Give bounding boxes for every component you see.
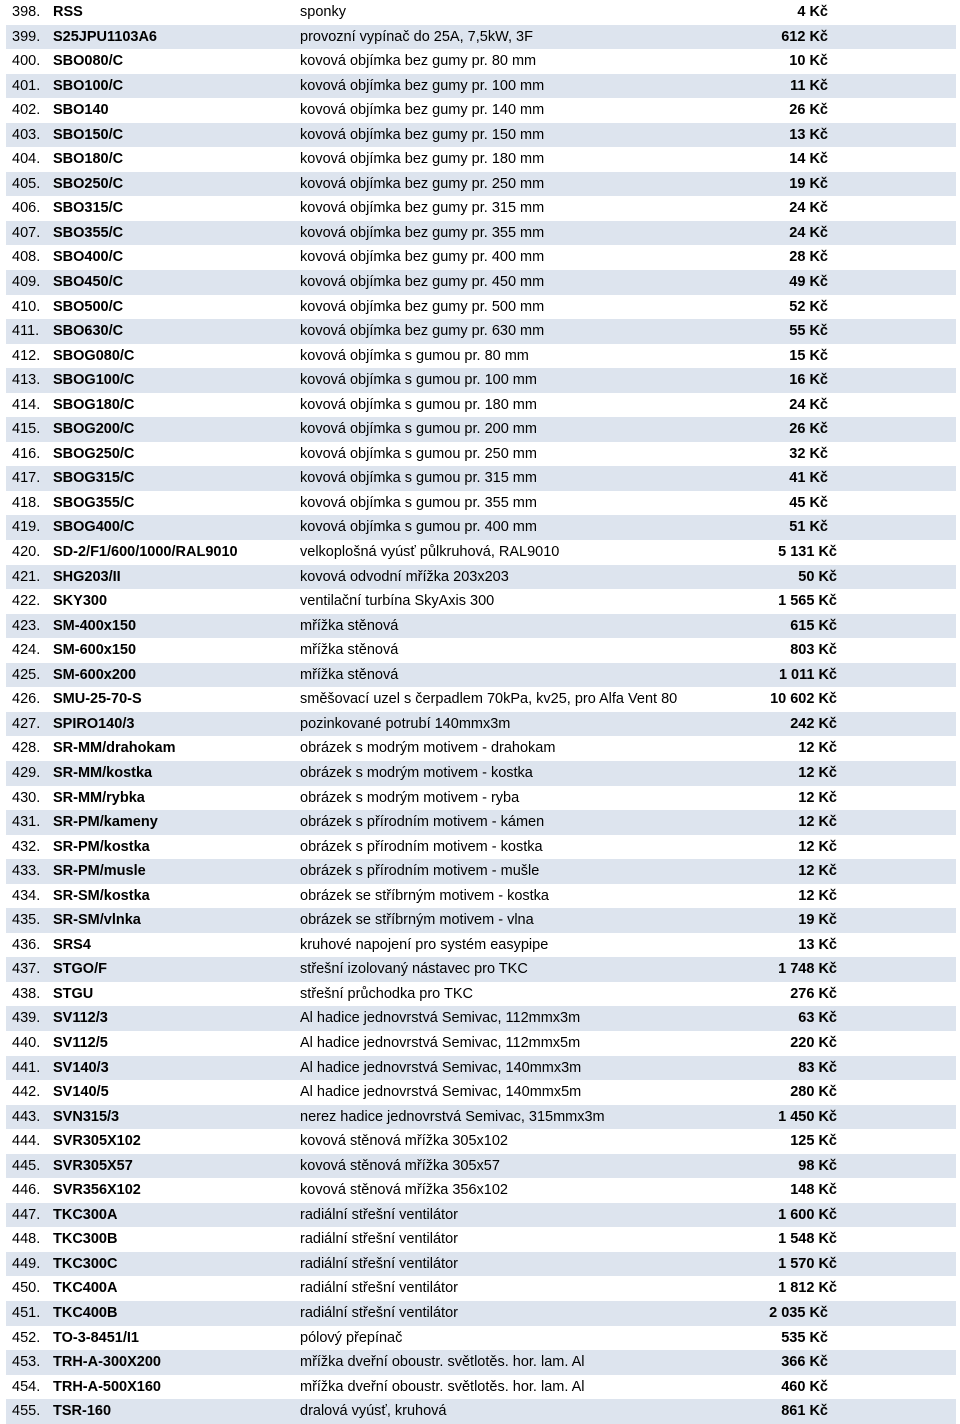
- item-number: 434.: [12, 887, 41, 904]
- item-number: 400.: [12, 53, 41, 70]
- table-row: [6, 884, 956, 909]
- item-code: SR-PM/kostka: [53, 838, 150, 855]
- item-number: 455.: [12, 1403, 41, 1420]
- item-price: 24 Kč: [789, 396, 828, 413]
- item-description: obrázek s přírodním motivem - kámen: [300, 814, 545, 831]
- item-description: mřížka stěnová: [300, 666, 399, 683]
- item-price: 16 Kč: [789, 372, 828, 389]
- item-code: RSS: [53, 4, 83, 20]
- table-row: [6, 540, 956, 565]
- item-price: 15 Kč: [789, 347, 828, 364]
- table-row: [6, 1154, 956, 1179]
- item-description: obrázek s modrým motivem - drahokam: [300, 740, 556, 757]
- item-number: 422.: [12, 593, 41, 610]
- table-row: [6, 736, 956, 761]
- table-row: [6, 1350, 956, 1375]
- table-row: [6, 98, 956, 123]
- item-price: 1 565 Kč: [778, 593, 837, 610]
- item-number: 436.: [12, 936, 41, 953]
- table-row: [6, 172, 956, 197]
- item-price: 12 Kč: [798, 838, 837, 855]
- item-number: 448.: [12, 1231, 41, 1248]
- item-description: kovová objímka s gumou pr. 200 mm: [300, 421, 537, 438]
- item-price: 10 Kč: [789, 53, 828, 70]
- item-number: 446.: [12, 1182, 41, 1199]
- item-price: 32 Kč: [789, 445, 828, 462]
- item-number: 412.: [12, 347, 41, 364]
- table-row: [6, 982, 956, 1007]
- item-number: 443.: [12, 1108, 41, 1125]
- item-description: velkoplošná vyúsť půlkruhová, RAL9010: [300, 544, 560, 561]
- item-code: SBOG080/C: [53, 347, 135, 364]
- item-code: TKC400B: [53, 1304, 118, 1321]
- item-code: TKC300A: [53, 1206, 118, 1223]
- item-code: SV140/5: [53, 1084, 109, 1101]
- item-code: SR-PM/kameny: [53, 814, 158, 831]
- table-row: [6, 221, 956, 246]
- item-price: 24 Kč: [789, 224, 828, 241]
- item-price: 12 Kč: [798, 863, 837, 880]
- item-description: kruhové napojení pro systém easypipe: [300, 936, 549, 953]
- table-row: [6, 589, 956, 614]
- table-row: [6, 1031, 956, 1056]
- item-code: SBO630/C: [53, 323, 124, 340]
- item-code: SMU-25-70-S: [53, 691, 142, 708]
- item-code: SPIRO140/3: [53, 715, 135, 732]
- item-number: 449.: [12, 1255, 41, 1272]
- table-row: [6, 1375, 956, 1400]
- table-row: [6, 417, 956, 442]
- item-number: 431.: [12, 814, 41, 831]
- item-price: 28 Kč: [789, 249, 828, 266]
- item-number: 454.: [12, 1378, 41, 1395]
- item-code: SBO315/C: [53, 200, 124, 217]
- item-description: mřížka dveřní oboustr. světlotěs. hor. lam. Al: [300, 1378, 585, 1395]
- item-price: 41 Kč: [789, 470, 828, 487]
- table-row: [6, 1252, 956, 1277]
- item-price: 1 812 Kč: [778, 1280, 837, 1297]
- item-code: SV140/3: [53, 1059, 109, 1076]
- item-number: 427.: [12, 715, 41, 732]
- item-description: kovová objímka bez gumy pr. 400 mm: [300, 249, 545, 266]
- item-description: mřížka dveřní oboustr. světlotěs. hor. lam. Al: [300, 1354, 585, 1371]
- item-number: 404.: [12, 151, 41, 168]
- item-description: sponky: [300, 4, 346, 20]
- item-price: 535 Kč: [781, 1329, 828, 1346]
- item-code: TRH-A-300X200: [53, 1354, 161, 1371]
- item-description: kovová objímka bez gumy pr. 250 mm: [300, 175, 545, 192]
- item-code: SBO080/C: [53, 53, 124, 70]
- table-row: [6, 245, 956, 270]
- item-description: obrázek se stříbrným motivem - vlna: [300, 912, 534, 929]
- item-description: Al hadice jednovrstvá Semivac, 112mmx5m: [300, 1034, 581, 1051]
- item-price: 612 Kč: [781, 28, 828, 45]
- item-number: 399.: [12, 28, 41, 45]
- table-row: [6, 957, 956, 982]
- item-number: 405.: [12, 175, 41, 192]
- item-code: SM-600x150: [53, 642, 137, 659]
- item-price: 52 Kč: [789, 298, 828, 315]
- table-row: [6, 466, 956, 491]
- item-description: obrázek s modrým motivem - kostka: [300, 764, 533, 781]
- item-description: směšovací uzel s čerpadlem 70kPa, kv25, pro Alfa Vent 80: [300, 691, 678, 708]
- table-row: [6, 663, 956, 688]
- table-row: [6, 1178, 956, 1203]
- item-price: 63 Kč: [798, 1010, 837, 1027]
- item-price: 4 Kč: [797, 4, 828, 20]
- item-description: radiální střešní ventilátor: [300, 1280, 458, 1297]
- item-code: SVN315/3: [53, 1108, 120, 1125]
- item-description: radiální střešní ventilátor: [300, 1206, 458, 1223]
- item-description: kovová objímka bez gumy pr. 80 mm: [300, 53, 537, 70]
- item-price: 2 035 Kč: [769, 1304, 828, 1321]
- item-price: 13 Kč: [798, 936, 837, 953]
- item-price: 13 Kč: [789, 126, 828, 143]
- table-row: [6, 835, 956, 860]
- item-number: 423.: [12, 617, 41, 634]
- item-code: SBOG400/C: [53, 519, 135, 536]
- item-code: TKC400A: [53, 1280, 118, 1297]
- item-price: 5 131 Kč: [778, 544, 837, 561]
- item-price: 26 Kč: [789, 421, 828, 438]
- item-code: SM-600x200: [53, 666, 137, 683]
- item-price: 98 Kč: [798, 1157, 837, 1174]
- table-row: [6, 1326, 956, 1351]
- item-number: 437.: [12, 961, 41, 978]
- item-price: 1 450 Kč: [778, 1108, 837, 1125]
- item-description: kovová objímka bez gumy pr. 150 mm: [300, 126, 545, 143]
- item-price: 12 Kč: [798, 789, 837, 806]
- item-description: obrázek se stříbrným motivem - kostka: [300, 887, 549, 904]
- table-row: [6, 25, 956, 50]
- table-row: [6, 319, 956, 344]
- item-number: 439.: [12, 1010, 41, 1027]
- item-number: 451.: [12, 1304, 41, 1321]
- item-price: 19 Kč: [798, 912, 837, 929]
- item-code: SBOG180/C: [53, 396, 135, 413]
- item-description: kovová objímka s gumou pr. 80 mm: [300, 347, 529, 364]
- table-row: [6, 712, 956, 737]
- item-code: TKC300B: [53, 1231, 118, 1248]
- item-price: 11 Kč: [790, 77, 828, 94]
- item-code: SBO400/C: [53, 249, 124, 266]
- item-number: 452.: [12, 1329, 41, 1346]
- item-price: 276 Kč: [790, 985, 837, 1002]
- item-description: obrázek s přírodním motivem - kostka: [300, 838, 543, 855]
- item-description: obrázek s přírodním motivem - mušle: [300, 863, 540, 880]
- item-price: 148 Kč: [790, 1182, 837, 1199]
- item-number: 418.: [12, 494, 41, 511]
- table-row: [6, 515, 956, 540]
- item-code: SBO450/C: [53, 274, 124, 291]
- item-number: 401.: [12, 77, 41, 94]
- item-description: kovová odvodní mřížka 203x203: [300, 568, 509, 585]
- table-row: [6, 638, 956, 663]
- item-code: TSR-160: [53, 1403, 112, 1420]
- item-price: 49 Kč: [789, 274, 828, 291]
- item-code: SVR305X102: [53, 1133, 141, 1150]
- item-description: kovová objímka bez gumy pr. 100 mm: [300, 77, 545, 94]
- table-row: [6, 1227, 956, 1252]
- table-row: [6, 933, 956, 958]
- item-description: kovová objímka bez gumy pr. 140 mm: [300, 102, 545, 119]
- table-row: [6, 1203, 956, 1228]
- item-description: mřížka stěnová: [300, 642, 399, 659]
- item-description: kovová objímka s gumou pr. 250 mm: [300, 445, 537, 462]
- table-row: [6, 1056, 956, 1081]
- item-number: 453.: [12, 1354, 41, 1371]
- table-row: [6, 1080, 956, 1105]
- item-code: SD-2/F1/600/1000/RAL9010: [53, 544, 238, 561]
- item-description: kovová objímka bez gumy pr. 500 mm: [300, 298, 545, 315]
- item-price: 220 Kč: [790, 1034, 837, 1051]
- item-code: SBOG315/C: [53, 470, 135, 487]
- item-code: SBO100/C: [53, 77, 124, 94]
- item-number: 403.: [12, 126, 41, 143]
- table-row: [6, 491, 956, 516]
- item-code: SR-PM/musle: [53, 863, 146, 880]
- table-row: [6, 344, 956, 369]
- item-price: 366 Kč: [781, 1354, 828, 1371]
- item-number: 406.: [12, 200, 41, 217]
- item-description: dralová vyúsť, kruhová: [300, 1403, 447, 1420]
- item-code: SBO180/C: [53, 151, 124, 168]
- table-row: [6, 442, 956, 467]
- item-number: 444.: [12, 1133, 41, 1150]
- table-row: [6, 761, 956, 786]
- item-price: 10 602 Kč: [770, 691, 837, 708]
- item-code: SV112/5: [53, 1034, 108, 1051]
- item-code: SBOG250/C: [53, 445, 135, 462]
- table-row: [6, 123, 956, 148]
- item-price: 55 Kč: [789, 323, 828, 340]
- item-number: 413.: [12, 372, 41, 389]
- item-number: 416.: [12, 445, 41, 462]
- item-code: TKC300C: [53, 1255, 118, 1272]
- item-number: 447.: [12, 1206, 41, 1223]
- item-number: 442.: [12, 1084, 41, 1101]
- item-number: 440.: [12, 1034, 41, 1051]
- table-row: [6, 1399, 956, 1424]
- item-description: kovová stěnová mřížka 305x57: [300, 1157, 500, 1174]
- table-row: [6, 147, 956, 172]
- item-code: SBOG355/C: [53, 494, 135, 511]
- item-description: střešní izolovaný nástavec pro TKC: [300, 961, 528, 978]
- item-description: kovová objímka s gumou pr. 355 mm: [300, 494, 537, 511]
- item-price: 12 Kč: [798, 764, 837, 781]
- item-number: 402.: [12, 102, 41, 119]
- table-row: [6, 565, 956, 590]
- item-description: kovová objímka bez gumy pr. 315 mm: [300, 200, 545, 217]
- item-price: 24 Kč: [789, 200, 828, 217]
- table-row: [6, 1129, 956, 1154]
- item-price: 26 Kč: [789, 102, 828, 119]
- table-row: [6, 1301, 956, 1326]
- item-code: SR-MM/kostka: [53, 764, 153, 781]
- item-code: SVR356X102: [53, 1182, 141, 1199]
- item-description: pólový přepínač: [300, 1329, 403, 1346]
- item-price: 1 570 Kč: [778, 1255, 837, 1272]
- item-price: 1 600 Kč: [778, 1206, 837, 1223]
- item-price: 51 Kč: [789, 519, 828, 536]
- item-description: radiální střešní ventilátor: [300, 1231, 458, 1248]
- item-code: STGO/F: [53, 961, 107, 978]
- item-code: SBOG100/C: [53, 372, 135, 389]
- item-number: 428.: [12, 740, 41, 757]
- item-description: provozní vypínač do 25A, 7,5kW, 3F: [300, 28, 533, 45]
- item-number: 415.: [12, 421, 41, 438]
- table-row: [6, 1105, 956, 1130]
- item-price: 1 011 Kč: [778, 666, 837, 683]
- item-price: 615 Kč: [790, 617, 837, 634]
- table-row: [6, 295, 956, 320]
- item-description: kovová objímka bez gumy pr. 630 mm: [300, 323, 545, 340]
- item-price: 803 Kč: [790, 642, 837, 659]
- item-code: SM-400x150: [53, 617, 137, 634]
- item-description: kovová stěnová mřížka 356x102: [300, 1182, 508, 1199]
- item-number: 407.: [12, 224, 41, 241]
- item-description: radiální střešní ventilátor: [300, 1255, 458, 1272]
- item-price: 50 Kč: [798, 568, 837, 585]
- table-row: [6, 74, 956, 99]
- item-number: 410.: [12, 298, 41, 315]
- item-price: 125 Kč: [790, 1133, 837, 1150]
- item-description: obrázek s modrým motivem - ryba: [300, 789, 520, 806]
- item-code: SV112/3: [53, 1010, 108, 1027]
- item-number: 398.: [12, 4, 41, 20]
- item-code: SBO150/C: [53, 126, 124, 143]
- table-row: [6, 614, 956, 639]
- item-price: 242 Kč: [790, 715, 837, 732]
- item-price: 12 Kč: [798, 887, 837, 904]
- table-row: [6, 786, 956, 811]
- item-price: 460 Kč: [781, 1378, 828, 1395]
- table-row: [6, 687, 956, 712]
- item-description: kovová objímka s gumou pr. 100 mm: [300, 372, 537, 389]
- item-number: 433.: [12, 863, 41, 880]
- item-price: 1 748 Kč: [778, 961, 837, 978]
- item-description: ventilační turbína SkyAxis 300: [300, 593, 495, 610]
- item-number: 432.: [12, 838, 41, 855]
- item-code: SBOG200/C: [53, 421, 135, 438]
- item-code: SRS4: [53, 936, 91, 953]
- item-description: Al hadice jednovrstvá Semivac, 112mmx3m: [300, 1010, 581, 1027]
- item-description: kovová objímka s gumou pr. 400 mm: [300, 519, 537, 536]
- item-price: 19 Kč: [789, 175, 828, 192]
- item-code: TRH-A-500X160: [53, 1378, 161, 1395]
- item-code: SKY300: [53, 593, 108, 610]
- item-number: 450.: [12, 1280, 41, 1297]
- item-price: 83 Kč: [798, 1059, 837, 1076]
- item-code: SR-SM/kostka: [53, 887, 150, 904]
- item-number: 429.: [12, 764, 41, 781]
- item-description: kovová objímka s gumou pr. 315 mm: [300, 470, 537, 487]
- item-code: TO-3-8451/I1: [53, 1329, 139, 1346]
- item-number: 417.: [12, 470, 41, 487]
- item-price: 45 Kč: [789, 494, 828, 511]
- table-row: [6, 859, 956, 884]
- table-row: [6, 393, 956, 418]
- item-description: Al hadice jednovrstvá Semivac, 140mmx5m: [300, 1084, 582, 1101]
- item-description: kovová stěnová mřížka 305x102: [300, 1133, 508, 1150]
- item-price: 861 Kč: [781, 1403, 828, 1420]
- item-code: SBO500/C: [53, 298, 124, 315]
- item-number: 441.: [12, 1059, 41, 1076]
- item-number: 409.: [12, 274, 41, 291]
- item-description: mřížka stěnová: [300, 617, 399, 634]
- item-code: SR-SM/vlnka: [53, 912, 141, 929]
- item-number: 430.: [12, 789, 41, 806]
- item-code: SR-MM/rybka: [53, 789, 145, 806]
- item-description: radiální střešní ventilátor: [300, 1304, 458, 1321]
- table-row: [6, 0, 956, 25]
- item-number: 408.: [12, 249, 41, 266]
- item-description: nerez hadice jednovrstvá Semivac, 315mmx3m: [300, 1108, 605, 1125]
- item-description: střešní průchodka pro TKC: [300, 985, 474, 1002]
- table-row: [6, 368, 956, 393]
- item-price: 12 Kč: [798, 740, 837, 757]
- table-row: [6, 810, 956, 835]
- item-price: 14 Kč: [789, 151, 828, 168]
- item-code: SVR305X57: [53, 1157, 133, 1174]
- item-description: kovová objímka bez gumy pr. 180 mm: [300, 151, 545, 168]
- item-number: 414.: [12, 396, 41, 413]
- table-row: [6, 1276, 956, 1301]
- item-price: 12 Kč: [798, 814, 837, 831]
- item-code: STGU: [53, 985, 94, 1002]
- table-row: [6, 270, 956, 295]
- item-description: Al hadice jednovrstvá Semivac, 140mmx3m: [300, 1059, 582, 1076]
- item-code: S25JPU1103A6: [53, 28, 157, 45]
- item-number: 435.: [12, 912, 41, 929]
- item-number: 420.: [12, 544, 41, 561]
- item-code: SR-MM/drahokam: [53, 740, 176, 757]
- item-code: SBO355/C: [53, 224, 124, 241]
- item-code: SBO140: [53, 102, 109, 119]
- item-code: SHG203/II: [53, 568, 121, 585]
- table-row: [6, 196, 956, 221]
- item-number: 425.: [12, 666, 41, 683]
- item-description: kovová objímka bez gumy pr. 355 mm: [300, 224, 545, 241]
- item-number: 421.: [12, 568, 41, 585]
- item-price: 280 Kč: [790, 1084, 837, 1101]
- item-price: 1 548 Kč: [778, 1231, 837, 1248]
- price-list: [6, 0, 956, 1424]
- table-row: [6, 908, 956, 933]
- table-row: [6, 49, 956, 74]
- item-number: 445.: [12, 1157, 41, 1174]
- item-description: pozinkované potrubí 140mmx3m: [300, 715, 511, 732]
- item-description: kovová objímka bez gumy pr. 450 mm: [300, 274, 545, 291]
- item-code: SBO250/C: [53, 175, 124, 192]
- item-number: 438.: [12, 985, 41, 1002]
- item-description: kovová objímka s gumou pr. 180 mm: [300, 396, 537, 413]
- item-number: 411.: [12, 323, 40, 340]
- item-number: 426.: [12, 691, 41, 708]
- table-row: [6, 1006, 956, 1031]
- item-number: 419.: [12, 519, 41, 536]
- item-number: 424.: [12, 642, 41, 659]
